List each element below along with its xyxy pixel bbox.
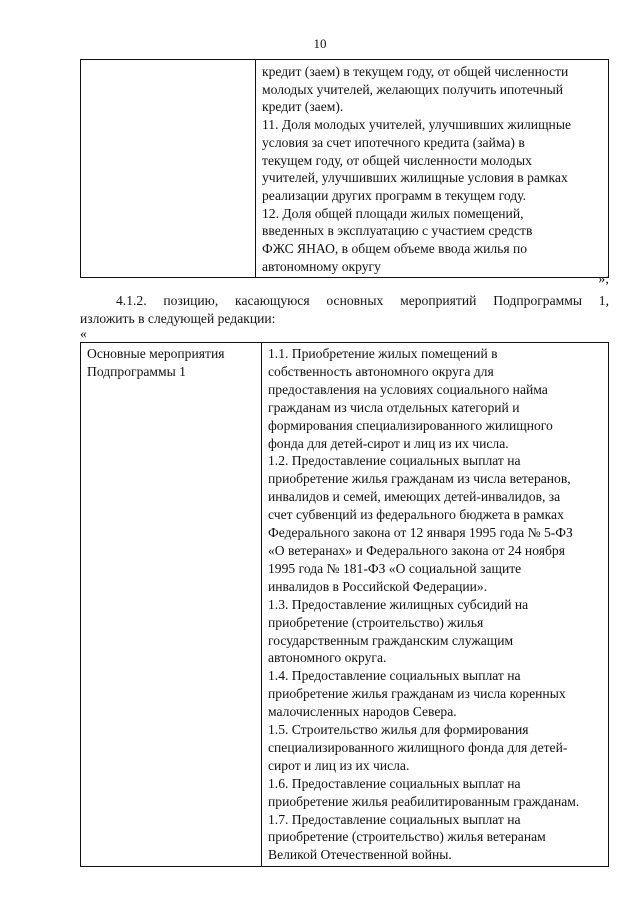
cell-text-line: 1.2. Предоставление социальных выплат на [268,453,521,469]
cell-text-line: 1.7. Предоставление социальных выплат на [268,811,521,827]
cell-text-line: приобретение (строительство) жилья ветеранам [268,829,546,845]
cell-text-line: условия за счет ипотечного кредита (займа) в [262,134,525,150]
cell-text-line: 1.3. Предоставление жилищных субсидий на [268,596,529,612]
cell-text-line: 1995 года № 181-ФЗ «О социальной защите [268,560,522,576]
opening-quote: « [80,326,87,341]
cell-text-line: 1.1. Приобретение жилых помещений в [268,346,498,361]
cell-text-line: Федерального закона от 12 января 1995 года № 5-ФЗ [268,525,573,541]
cell-text-line: введенных в эксплуатацию с участием средств [262,223,533,239]
cell-text-line: молодых учителей, желающих получить ипотечный [262,81,564,97]
cell-text-line: 1.5. Строительство жилья для формирования [268,722,529,738]
cell-text-line: малочисленных народов Севера. [268,704,457,720]
paragraph-line: изложить в следующей редакции: [80,311,276,326]
cell-text-line: приобретение жилья гражданам из числа коренных [268,686,566,702]
paragraph-text: 4.1.2. позицию, касающуюся основных мероприятий Подпрограммы 1, [116,293,609,308]
cell-text-line: приобретение жилья реабилитированным гражданам. [268,793,580,809]
cell-text-line: 11. Доля молодых учителей, улучшивших жилищные [262,117,571,133]
table-row [81,60,609,278]
cell-text-line: формирования специализированного жилищного [268,417,553,433]
cell-text-line: 1.4. Предоставление социальных выплат на [268,668,521,684]
cell-text-line: государственным гражданским служащим [268,632,514,648]
cell-text-line: «О ветеранах» и Федерального закона от 24 ноября [268,542,565,558]
cell-text-line: специализированного жилищного фонда для детей- [268,739,568,755]
cell-text-line: счет субвенций из федерального бюджета в рамках [268,507,564,523]
cell-text-line: ФЖС ЯНАО, в общем объеме ввода жилья по [262,241,528,257]
cell-text-line: приобретение (строительство) жилья [268,614,484,630]
cell-text-line: кредит (заем). [262,99,344,115]
table-cell-empty [81,60,256,278]
closing-quote: »; [598,271,609,286]
cell-text-line: текущем году, от общей численности молодых [262,152,532,168]
cell-text-line: Основные мероприятия [87,346,225,361]
main-activities-table [80,342,609,867]
cell-text-line: 12. Доля общей площади жилых помещений, [262,205,524,221]
cell-text-line: собственность автономного округа для [268,363,494,379]
cell-text-line: автономному округу [262,258,381,274]
table-cell-heading [81,343,262,867]
cell-text-line: Подпрограммы 1 [87,363,186,379]
cell-text-line: автономного округа. [268,650,387,666]
indicators-table-continuation [80,59,609,278]
cell-text-line: инвалидов и семей, имеющих детей-инвалидов, за [268,489,561,505]
paragraph-line [80,292,609,310]
table-cell-activities [262,343,609,867]
cell-text-line: предоставления на условиях социального найма [268,381,548,397]
cell-text-line: реализации других программ в текущем году. [262,187,526,203]
cell-text-line: гражданам из числа отдельных категорий и [268,399,520,415]
cell-text-line: кредит (заем) в текущем году, от общей численности [262,64,569,79]
cell-text-line: сирот и лиц из их числа. [268,757,410,773]
table-cell-indicators [256,60,609,278]
cell-text-line: фонда для детей-сирот и лиц из их числа. [268,435,509,451]
cell-text-line: Великой Отечественной войны. [268,847,452,863]
table-row [81,343,609,867]
cell-text-line: инвалидов в Российской Федерации». [268,578,488,594]
cell-text-line: 1.6. Предоставление социальных выплат на [268,775,521,791]
cell-text-line: приобретение жилья гражданам из числа ветеранов, [268,471,571,487]
cell-text-line: учителей, улучшивших жилищные условия в рамках [262,170,568,186]
page-number: 10 [313,36,327,51]
